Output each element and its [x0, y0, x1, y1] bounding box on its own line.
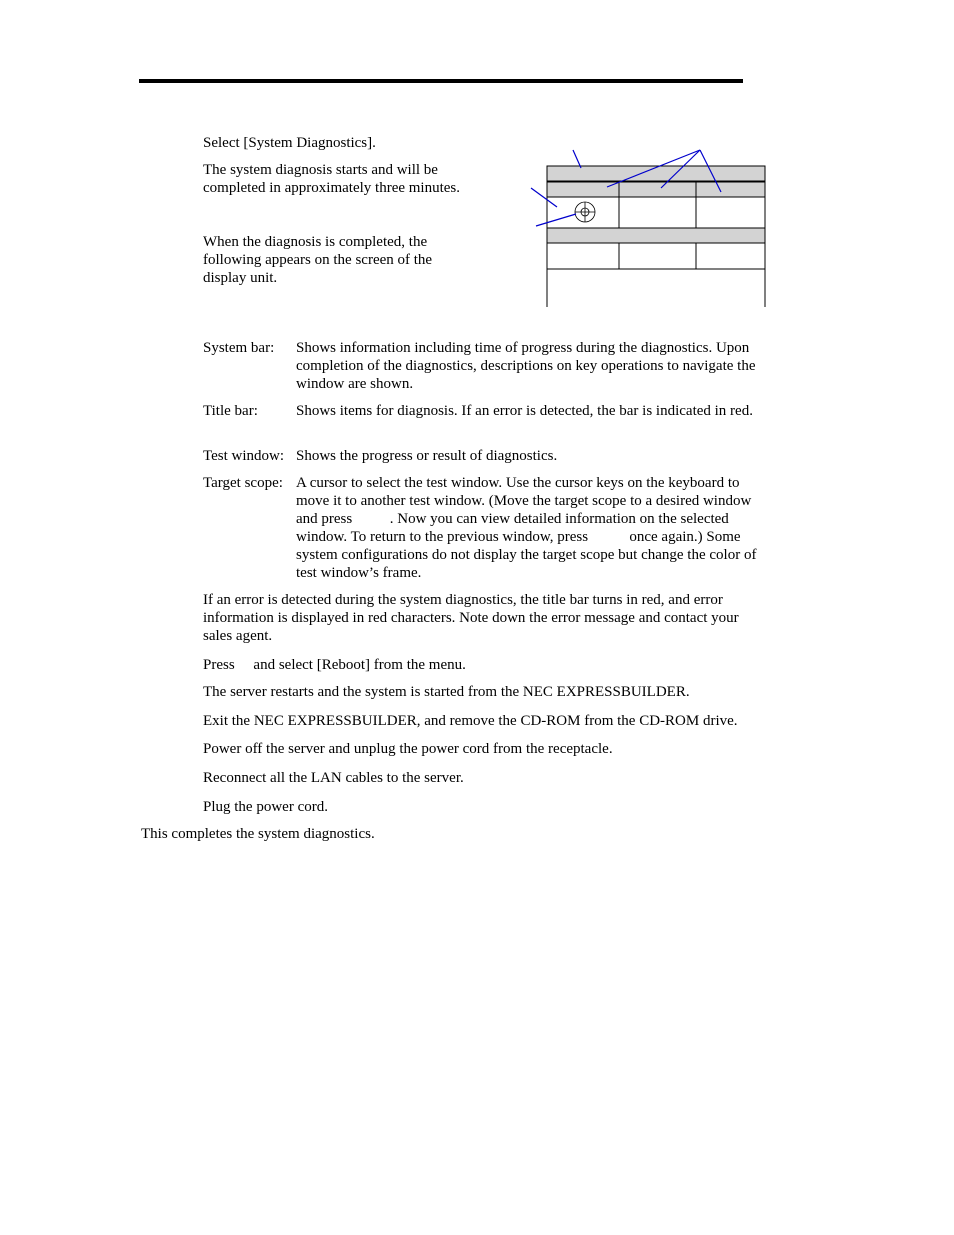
step-diagnosis-completed: When the diagnosis is completed, the following appears on the screen of the display unit. — [203, 234, 433, 286]
step-diagnosis-starts: The system diagnosis starts and will be completed in approximately three minutes. — [203, 162, 461, 196]
system-bar — [547, 166, 765, 181]
title-bar-bottom — [547, 228, 765, 243]
diagnostics-screen-figure — [0, 0, 954, 330]
step-exit-expressbuilder: Exit the NEC EXPRESSBUILDER, and remove the CD-ROM from the CD-ROM drive. — [203, 713, 738, 729]
title-bar-top — [547, 182, 765, 197]
closing-text: This completes the system diagnostics. — [141, 826, 375, 842]
step-plug-power: Plug the power cord. — [203, 799, 328, 815]
target-scope-icon — [575, 202, 595, 222]
definition-term: Target scope: — [203, 475, 283, 491]
definition-desc: Shows information including time of progress during the diagnostics. Upon completion of the diagnostics, descriptions on key operations to navigate the window are shown. — [296, 340, 756, 392]
definition-desc: A cursor to select the test window. Use the cursor keys on the keyboard to move it to another test window. (Move the target scope to a desired window and press . Now you can view detailed information on the selected window. To return to the previous window, press once again.) Some system configurations do not display the target scope but change the color of test window’s frame. — [296, 475, 761, 581]
step-reconnect-lan: Reconnect all the LAN cables to the server. — [203, 770, 464, 786]
step-server-restarts: The server restarts and the system is started from the NEC EXPRESSBUILDER. — [203, 684, 690, 700]
error-note: If an error is detected during the system diagnostics, the title bar turns in red, and error information is displayed in red characters. Note down the error message and contact your sales agent. — [203, 592, 739, 644]
step-power-off: Power off the server and unplug the power cord from the receptacle. — [203, 741, 613, 757]
definition-desc: Shows the progress or result of diagnostics. — [296, 448, 558, 464]
step-select-diagnostics: Select [System Diagnostics]. — [203, 135, 376, 151]
definition-desc: Shows items for diagnosis. If an error is detected, the bar is indicated in red. — [296, 403, 753, 419]
definition-term: Title bar: — [203, 403, 258, 419]
definition-term: Test window: — [203, 448, 285, 464]
definition-term: System bar: — [203, 340, 275, 356]
step-press-reboot: Press and select [Reboot] from the menu. — [203, 657, 466, 673]
